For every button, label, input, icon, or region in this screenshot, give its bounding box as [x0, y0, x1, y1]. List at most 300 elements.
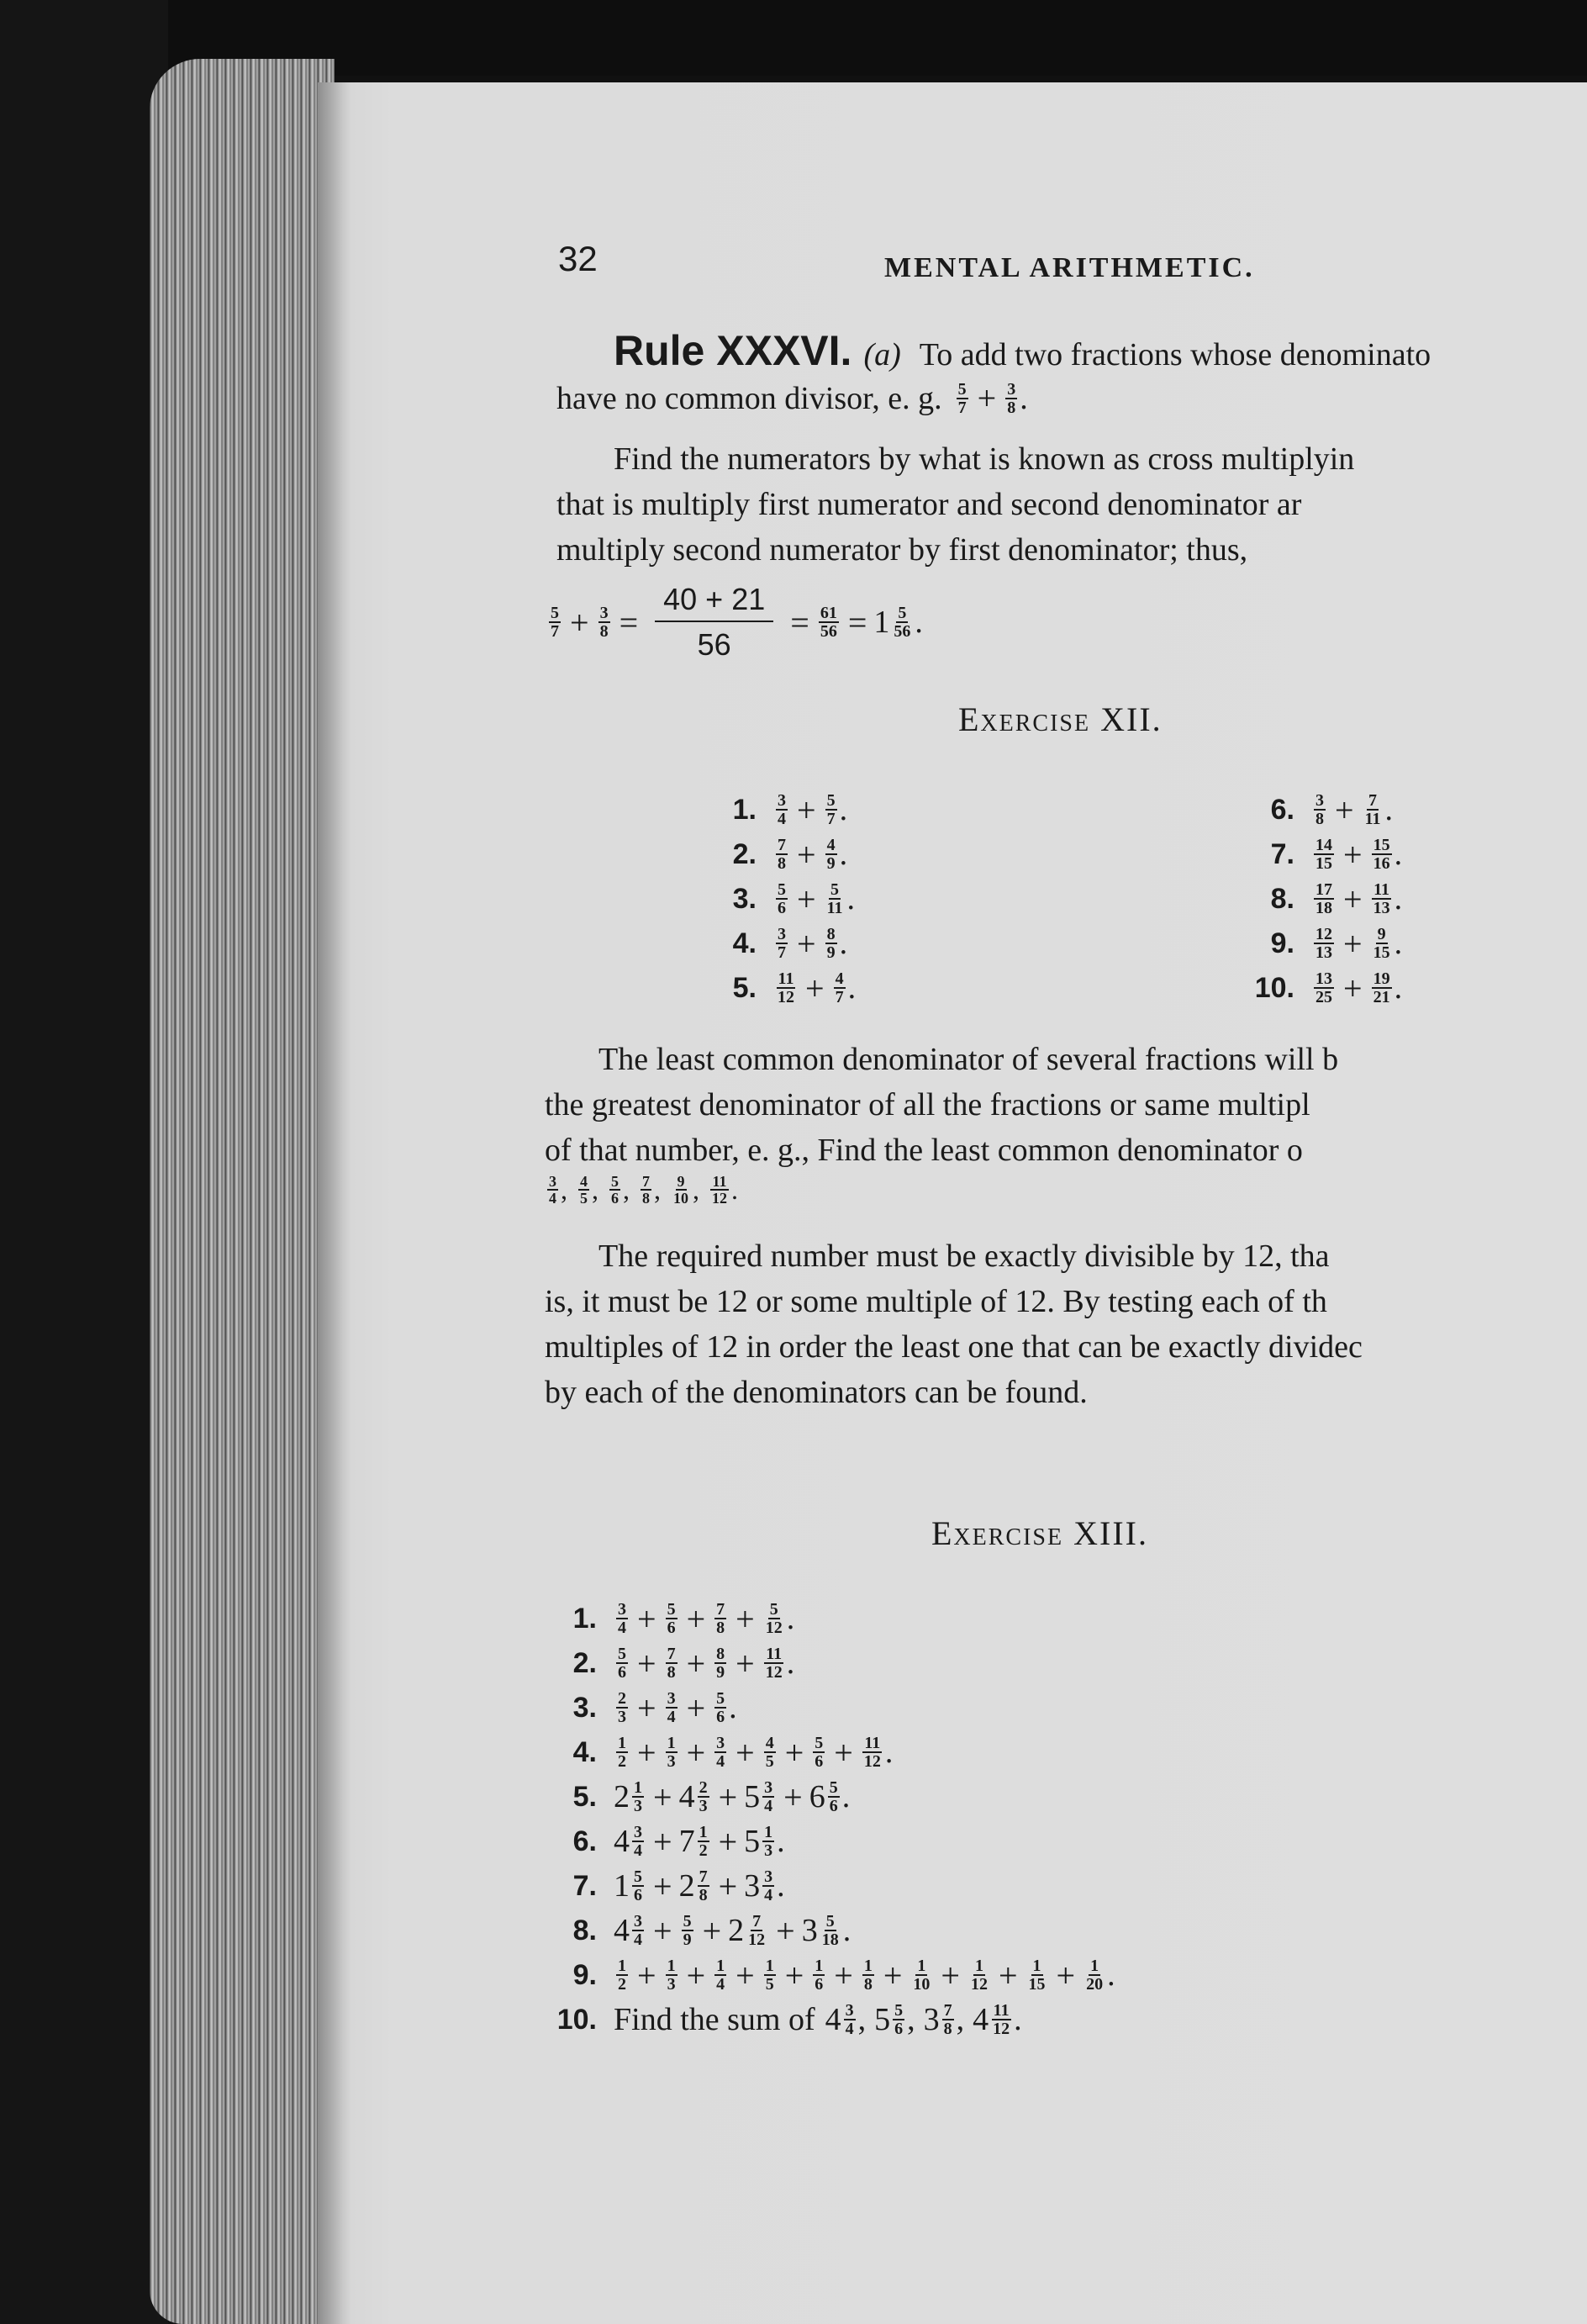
denominator: 6	[618, 1663, 626, 1682]
fraction	[819, 605, 839, 640]
exercise-item	[538, 1731, 893, 1773]
mixed-number	[663, 1690, 680, 1725]
period: .	[1394, 970, 1403, 1006]
denominator: 9	[683, 1931, 692, 1949]
result-whole: 1	[873, 605, 890, 640]
numerator: 14	[1315, 836, 1332, 854]
numerator: 5	[769, 1600, 778, 1619]
numerator: 3	[1007, 379, 1016, 399]
fraction	[616, 1735, 628, 1770]
rule-para-line-1: Find the numerators by what is known as cross multiplyin	[614, 441, 1355, 477]
numerator: 7	[699, 1867, 708, 1886]
mixed-number	[802, 1912, 843, 1949]
numerator: 5	[611, 1173, 619, 1190]
plus-sign: +	[702, 1911, 722, 1950]
denominator: 15	[1028, 1975, 1046, 1994]
item-number: 1.	[732, 793, 757, 826]
period: .	[1014, 2002, 1022, 2037]
page-number: 32	[558, 239, 598, 278]
rule-equation: $\frac{5}{7}$ + $\frac{3}{8}$ = $\frac{40 + 21}{56}$ = $\frac{61}{56}$ = 1 $\frac{5}{56}$ .	[546, 572, 923, 673]
fraction	[776, 837, 788, 872]
plus-sign: +	[883, 1956, 903, 1994]
mixed-number	[679, 1867, 712, 1904]
mixed-number	[924, 2001, 957, 2038]
para3-line-1: The required number must be exactly divisible by 12, tha	[598, 1239, 1330, 1274]
fraction	[1314, 837, 1334, 872]
numerator: 1	[618, 1734, 626, 1752]
denominator: 8	[642, 1190, 650, 1207]
numerator: 3	[716, 1734, 725, 1752]
mixed-number	[614, 1957, 630, 1993]
mixed-number	[860, 1735, 885, 1770]
numerator: 3	[778, 925, 786, 943]
fraction	[828, 1779, 840, 1814]
fraction	[825, 881, 845, 916]
fraction	[825, 926, 837, 961]
period: .	[839, 926, 848, 961]
numerator: 5	[830, 880, 840, 899]
plus-sign: +	[1343, 835, 1363, 874]
denominator: 4	[634, 1841, 642, 1860]
denominator: 18	[1315, 899, 1332, 917]
plus-sign: +	[797, 924, 816, 963]
denominator: 5	[765, 1975, 774, 1994]
fraction	[1372, 881, 1392, 916]
denominator: 12	[993, 2020, 1010, 2038]
denominator: 5	[765, 1752, 774, 1771]
exercise-item	[538, 1820, 785, 1862]
period: .	[884, 1735, 894, 1770]
denominator: 8	[667, 1663, 676, 1682]
numerator: 1	[974, 1957, 983, 1975]
numerator: 1	[1090, 1957, 1099, 1975]
numerator: 7	[943, 2001, 952, 2020]
numerator: 11	[778, 969, 794, 988]
denominator: 3	[634, 1797, 642, 1815]
exercise-item	[538, 1909, 851, 1952]
fraction	[1372, 970, 1392, 1006]
denominator: 4	[549, 1190, 556, 1207]
mixed-number	[1361, 792, 1385, 827]
mixed-number	[823, 881, 847, 916]
comma: ,	[956, 2002, 965, 2037]
fraction	[776, 792, 788, 827]
item-number: 6.	[572, 1825, 597, 1857]
mixed-number	[712, 1601, 729, 1636]
mixed-number	[596, 605, 613, 640]
numerator: 19	[1373, 969, 1390, 988]
period: .	[729, 1690, 737, 1725]
period: .	[1394, 837, 1403, 872]
fraction	[1372, 926, 1392, 961]
fraction	[616, 1957, 628, 1993]
plus-sign: +	[686, 1956, 706, 1994]
mixed-number	[860, 1957, 877, 1993]
denominator: 6	[634, 1886, 642, 1904]
plus-sign: +	[653, 1822, 672, 1861]
fraction	[764, 1645, 784, 1681]
mixed-number	[679, 1913, 696, 1948]
whole-part: 5	[744, 1779, 761, 1814]
rule-line-1	[614, 326, 1431, 375]
denominator: 11	[1364, 810, 1381, 828]
plus-sign: +	[686, 1644, 706, 1682]
fraction	[714, 1601, 726, 1636]
denominator: 11	[826, 899, 843, 917]
denominator: 7	[778, 943, 786, 962]
denominator: 4	[667, 1708, 676, 1726]
whole-part: 2	[614, 1779, 630, 1814]
fraction	[1314, 970, 1334, 1006]
mixed-number	[909, 1957, 934, 1993]
plus-sign: +	[637, 1956, 656, 1994]
mixed-number	[816, 605, 841, 640]
denominator: 3	[618, 1708, 626, 1726]
denominator: 15	[1373, 943, 1390, 962]
fraction	[1005, 381, 1017, 416]
fraction	[666, 1645, 678, 1681]
running-title: MENTAL ARITHMETIC.	[884, 252, 1255, 283]
mixed-number	[614, 1735, 630, 1770]
numerator: 3	[634, 1912, 642, 1931]
numerator: 3	[778, 791, 786, 810]
numerator: 9	[677, 1173, 685, 1190]
fraction	[825, 837, 837, 872]
mixed-number	[744, 1778, 777, 1815]
numerator: 8	[716, 1645, 725, 1663]
plus-sign: +	[686, 1688, 706, 1727]
item-number: 5.	[572, 1780, 597, 1813]
whole-part: 4	[825, 2002, 841, 2037]
fraction	[682, 1913, 693, 1948]
plus-sign: +	[570, 603, 589, 642]
numerator: 1	[1032, 1957, 1041, 1975]
denominator: 7	[957, 398, 967, 417]
mixed-number	[546, 605, 563, 640]
numerator: 5	[894, 2001, 904, 2020]
exercise-item	[1236, 967, 1402, 1009]
fraction	[893, 2002, 904, 2037]
plus-sign: +	[1343, 924, 1363, 963]
period: .	[846, 881, 855, 916]
mixed-number	[614, 1778, 646, 1815]
denominator: 9	[826, 943, 836, 962]
period: .	[777, 1824, 785, 1859]
denominator: 7	[835, 988, 844, 1006]
fraction	[942, 2002, 954, 2037]
plus-sign: +	[797, 879, 816, 918]
numerator: 61	[820, 604, 837, 622]
numerator: 7	[1368, 791, 1378, 810]
period: .	[777, 1868, 785, 1904]
fraction	[764, 1735, 776, 1770]
plus-sign: +	[637, 1644, 656, 1682]
fraction	[825, 792, 837, 827]
comma: ,	[623, 1174, 630, 1205]
denominator: 21	[1373, 988, 1390, 1006]
numerator: 1	[667, 1734, 676, 1752]
fraction	[746, 1913, 767, 1948]
rule-text: To add two fractions whose denominato	[919, 337, 1431, 372]
numerator: 4	[765, 1734, 774, 1752]
comma: ,	[561, 1174, 567, 1205]
rule-para-line-2: that is multiply first numerator and second denominator ar	[556, 487, 1302, 522]
fraction	[666, 1601, 678, 1636]
whole-part: 2	[678, 1868, 695, 1904]
plus-sign: +	[834, 1733, 853, 1772]
denominator: 10	[673, 1190, 688, 1207]
fraction	[969, 1957, 989, 1993]
plus-sign: +	[718, 1867, 738, 1905]
denominator: 4	[845, 2020, 854, 2038]
numerator: 1	[917, 1957, 926, 1975]
period: .	[841, 1779, 851, 1814]
mixed-number	[712, 1735, 729, 1770]
fraction	[957, 381, 968, 416]
mixed-number	[773, 792, 790, 827]
period: .	[839, 792, 848, 827]
mixed-number	[545, 1174, 561, 1206]
numerator: 7	[752, 1912, 762, 1931]
denominator: 6	[716, 1708, 725, 1726]
exercise-item	[1236, 789, 1393, 831]
plus-sign: +	[637, 1733, 656, 1772]
numerator: 5	[618, 1645, 626, 1663]
plus-sign: +	[718, 1777, 738, 1816]
whole-part: 3	[744, 1868, 761, 1904]
mixed-number	[1311, 792, 1328, 827]
numerator: 17	[1315, 880, 1332, 899]
mixed-number	[1369, 881, 1395, 916]
fraction	[1027, 1957, 1047, 1993]
mixed-number	[823, 837, 840, 872]
numerator: 11	[864, 1734, 881, 1752]
denominator: 4	[618, 1619, 626, 1637]
fraction	[762, 1779, 774, 1814]
para3-line-2: is, it must be 12 or some multiple of 12. By testing each of th	[545, 1284, 1327, 1319]
numerator: 11	[1373, 880, 1390, 899]
exercise-item	[538, 1999, 1031, 2041]
fraction	[714, 1645, 726, 1681]
exercise-item	[1236, 878, 1402, 920]
exercise-item	[1236, 922, 1402, 964]
fraction	[666, 1957, 678, 1993]
comma: ,	[907, 2002, 915, 2037]
denominator: 3	[764, 1841, 773, 1860]
plus-sign: +	[686, 1599, 706, 1638]
numerator: 7	[716, 1600, 725, 1619]
mixed-number	[663, 1645, 680, 1681]
denominator: 6	[829, 1797, 838, 1815]
numerator: 3	[667, 1689, 676, 1708]
numerator: 5	[634, 1867, 642, 1886]
whole-part: 7	[678, 1824, 695, 1859]
comma: ,	[693, 1174, 699, 1205]
mixed-number	[669, 1174, 693, 1206]
item-number: 3.	[572, 1691, 597, 1724]
plus-sign: +	[1343, 969, 1363, 1007]
fraction	[1314, 926, 1334, 961]
fraction	[862, 1957, 874, 1993]
period: .	[1107, 1957, 1115, 1993]
whole-part: 5	[874, 2002, 891, 2037]
plus-sign: +	[783, 1777, 803, 1816]
plus-sign: +	[784, 1733, 804, 1772]
numerator: 3	[845, 2001, 854, 2020]
comma: ,	[857, 2002, 867, 2037]
fraction	[698, 1824, 709, 1859]
mixed-number	[1369, 837, 1395, 872]
mixed-number	[831, 970, 848, 1006]
plus-sign: +	[736, 1733, 755, 1772]
numerator: 8	[826, 925, 836, 943]
period: .	[1394, 881, 1403, 916]
fraction	[714, 1957, 726, 1993]
fraction	[762, 1824, 774, 1859]
numerator: 1	[618, 1957, 626, 1975]
numerator: 1	[716, 1957, 725, 1975]
fraction	[549, 605, 561, 640]
item-number: 7.	[1270, 837, 1294, 870]
plus-sign: +	[736, 1644, 755, 1682]
numerator: 3	[764, 1778, 773, 1797]
denominator: 10	[913, 1975, 931, 1994]
numerator: 4	[826, 836, 836, 854]
mixed-number	[1311, 970, 1337, 1006]
para2-fraction-list	[545, 1174, 746, 1206]
plus-sign: +	[784, 1956, 804, 1994]
mixed-number	[1025, 1957, 1050, 1993]
whole-part: 2	[728, 1913, 745, 1948]
numerator: 2	[618, 1689, 626, 1708]
denominator: 8	[1007, 398, 1016, 417]
fraction	[1314, 792, 1326, 827]
mixed-number	[712, 1690, 729, 1725]
whole-part: 4	[614, 1913, 630, 1948]
numerator: 1	[667, 1957, 676, 1975]
plus-sign: +	[637, 1688, 656, 1727]
gutter-shadow	[318, 82, 351, 2324]
denominator: 16	[1373, 854, 1390, 873]
plus-sign: +	[797, 835, 816, 874]
item-number: 6.	[1270, 793, 1294, 826]
whole-part: 6	[809, 1779, 825, 1814]
exercise-item	[698, 878, 855, 920]
para2-line-3: of that number, e. g., Find the least common denominator o	[545, 1133, 1303, 1168]
mixed-number	[954, 381, 971, 416]
denominator: 6	[894, 2020, 904, 2038]
para3-line-3: multiples of 12 in order the least one that can be exactly dividec	[545, 1329, 1363, 1365]
denominator: 8	[1315, 810, 1324, 828]
numerator: 5	[683, 1912, 692, 1931]
item-number: 2.	[732, 837, 757, 870]
denominator: 6	[778, 899, 786, 917]
period: .	[847, 970, 857, 1006]
plus-sign: +	[653, 1867, 672, 1905]
whole-part: 1	[614, 1868, 630, 1904]
item-number: 10.	[556, 2003, 597, 2036]
denominator: 5	[580, 1190, 588, 1207]
denominator: 18	[821, 1931, 839, 1949]
mixed-number	[823, 792, 840, 827]
mixed-number	[712, 1957, 729, 1993]
numerator: 1	[764, 1823, 773, 1841]
fraction	[762, 1868, 774, 1904]
fraction	[844, 2002, 856, 2037]
denominator: 4	[634, 1931, 642, 1949]
equation-result-2	[889, 605, 915, 640]
denominator: 4	[764, 1797, 773, 1815]
para3-line-4: by each of the denominators can be found.	[545, 1375, 1088, 1410]
rule-label: Rule XXXVI.	[614, 327, 852, 374]
mixed-number	[773, 926, 790, 961]
exercise-item	[698, 789, 847, 831]
equals-sign: =	[619, 603, 639, 642]
numerator: 15	[1373, 836, 1390, 854]
rule-part: (a)	[863, 337, 901, 372]
numerator: 1	[765, 1957, 774, 1975]
equation-lhs	[546, 603, 613, 642]
para2-line-2: the greatest denominator of all the fractions or same multipl	[545, 1087, 1310, 1122]
fraction	[911, 1957, 931, 1993]
item-number: 2.	[572, 1646, 597, 1679]
fraction	[714, 1690, 726, 1725]
plus-sign: +	[834, 1956, 853, 1994]
fraction	[616, 1601, 628, 1636]
period: .	[1020, 380, 1028, 416]
numerator: 3	[549, 1173, 556, 1190]
numerator: 3	[618, 1600, 626, 1619]
mixed-number	[614, 1645, 630, 1681]
whole-part: 3	[923, 2002, 940, 2037]
fraction	[666, 1735, 678, 1770]
mixed-number	[967, 1957, 992, 1993]
mixed-number	[825, 2001, 858, 2038]
equals-sign-3: =	[847, 603, 867, 642]
fraction	[632, 1824, 644, 1859]
denominator: 12	[970, 1975, 988, 1994]
numerator: 4	[580, 1173, 588, 1190]
mixed-number	[773, 881, 790, 916]
denominator: 9	[826, 854, 836, 873]
period: .	[786, 1601, 795, 1636]
numerator: 5	[716, 1689, 725, 1708]
mixed-number	[744, 1823, 777, 1860]
plus-sign: +	[977, 379, 997, 417]
fraction	[632, 1779, 644, 1814]
fraction	[598, 605, 610, 640]
whole-part: 4	[614, 1824, 630, 1859]
numerator: 5	[667, 1600, 676, 1619]
numerator: 7	[667, 1645, 676, 1663]
numerator: 11	[766, 1645, 783, 1663]
mixed-number	[663, 1601, 680, 1636]
item-number: 1.	[572, 1602, 597, 1635]
denominator: 25	[1315, 988, 1332, 1006]
denominator: 12	[765, 1663, 783, 1682]
denominator: 4	[778, 810, 786, 828]
item-number: 4.	[732, 927, 757, 959]
denominator: 20	[1086, 1975, 1104, 1994]
denominator: 12	[765, 1619, 783, 1637]
plus-sign: +	[1343, 879, 1363, 918]
plus-sign: +	[998, 1956, 1018, 1994]
plus-sign: +	[653, 1777, 672, 1816]
denominator: 3	[667, 1975, 676, 1994]
fraction	[698, 1868, 709, 1904]
numerator: 3	[599, 604, 609, 622]
numerator: 5	[825, 1912, 835, 1931]
